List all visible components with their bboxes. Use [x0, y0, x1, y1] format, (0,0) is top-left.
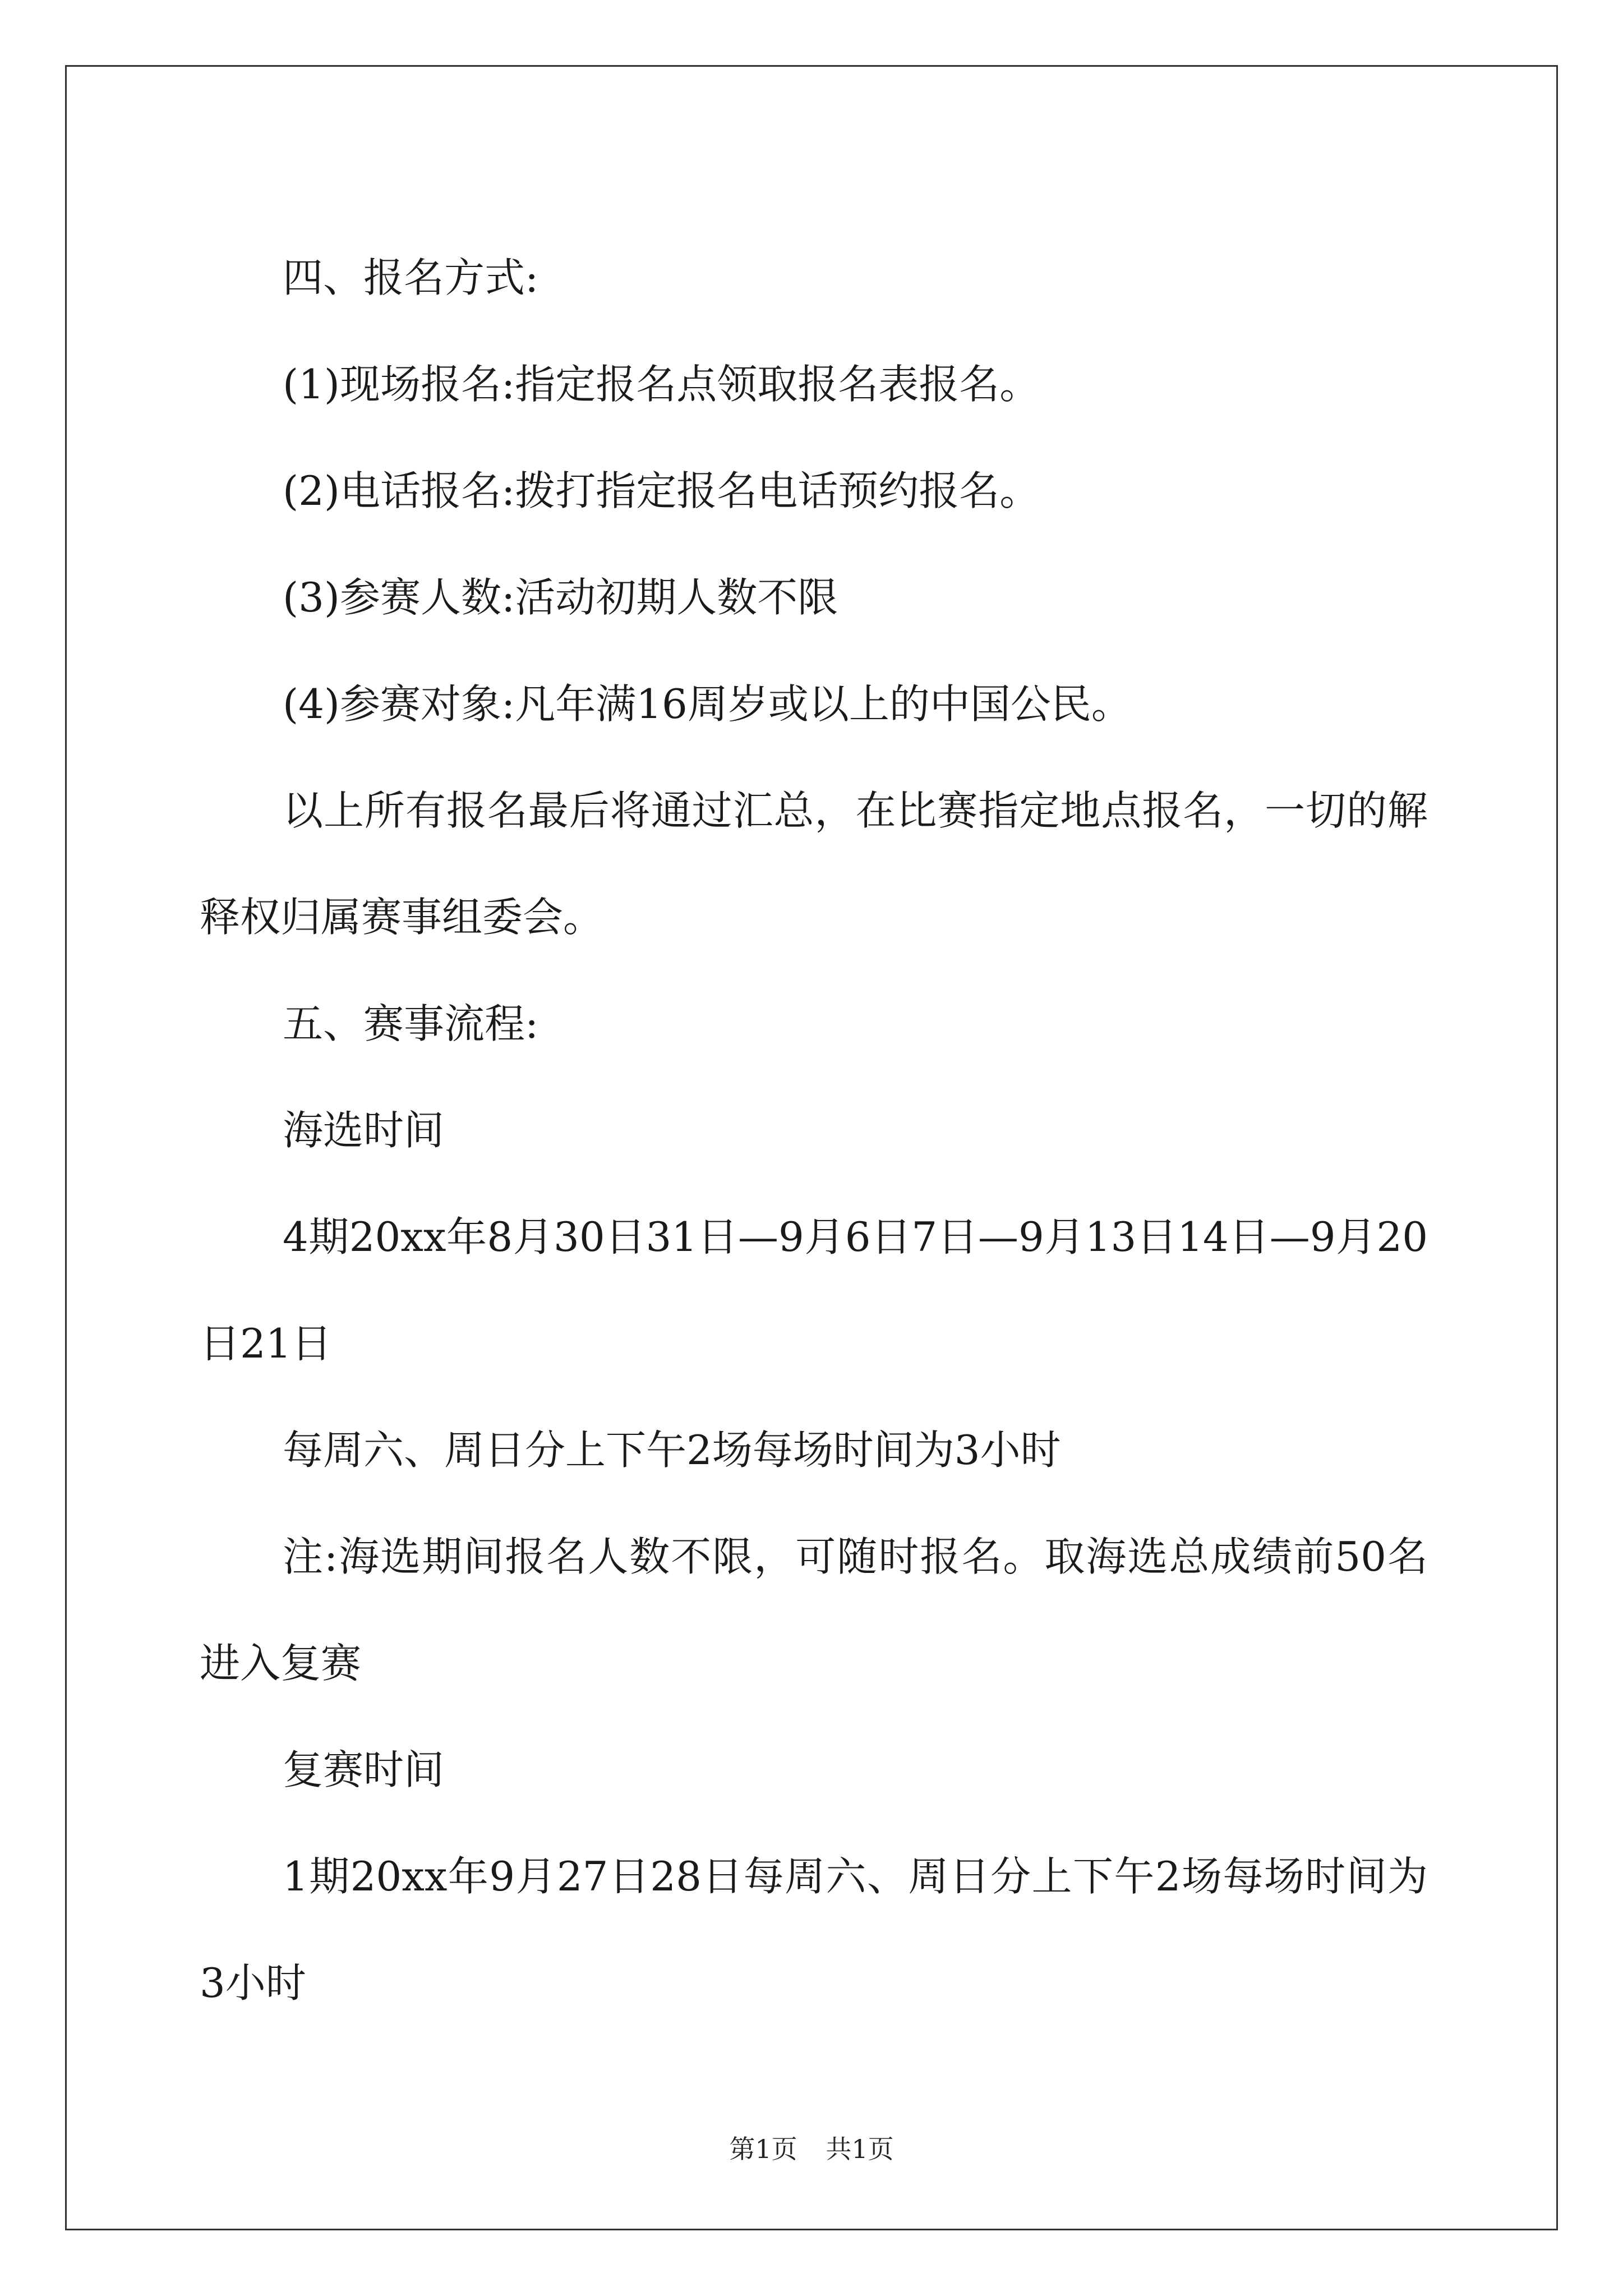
section-heading-schedule: 五、赛事流程:: [283, 1000, 539, 1047]
paragraph-onsite-registration: (1)现场报名:指定报名点领取报名表报名。: [283, 361, 1040, 408]
paragraph-semifinal-dates: 1期20xx年9月27日28日每周六、周日分上下午2场每场时间为3小时: [200, 1853, 1428, 2007]
paragraph-audition-sessions: 每周六、周日分上下午2场每场时间为3小时: [283, 1427, 1061, 1474]
paragraph-participant-count: (3)参赛人数:活动初期人数不限: [283, 574, 838, 621]
page-footer: [0, 2129, 1623, 2166]
paragraph-audition-dates: 4期20xx年8月30日31日—9月6日7日—9月13日14日—9月20日21日: [200, 1213, 1428, 1367]
paragraph-phone-registration: (2)电话报名:拨打指定报名电话预约报名。: [283, 467, 1040, 514]
paragraph-participant-eligibility: (4)参赛对象:凡年满16周岁或以上的中国公民。: [283, 680, 1132, 728]
document-body: [200, 224, 1428, 2036]
section-heading-registration: 四、报名方式:: [283, 254, 539, 301]
subheading-semifinal-time: 复赛时间: [283, 1746, 445, 1793]
paragraph-registration-summary: 以上所有报名最后将通过汇总，在比赛指定地点报名，一切的解释权归属赛事组委会。: [200, 787, 1428, 941]
paragraph-audition-note: 注:海选期间报名人数不限，可随时报名。取海选总成绩前50名进入复赛: [200, 1533, 1428, 1687]
page-number-total: 共1页: [826, 2134, 894, 2164]
subheading-audition-time: 海选时间: [283, 1107, 445, 1154]
page-number-current: 第1页: [729, 2134, 797, 2164]
